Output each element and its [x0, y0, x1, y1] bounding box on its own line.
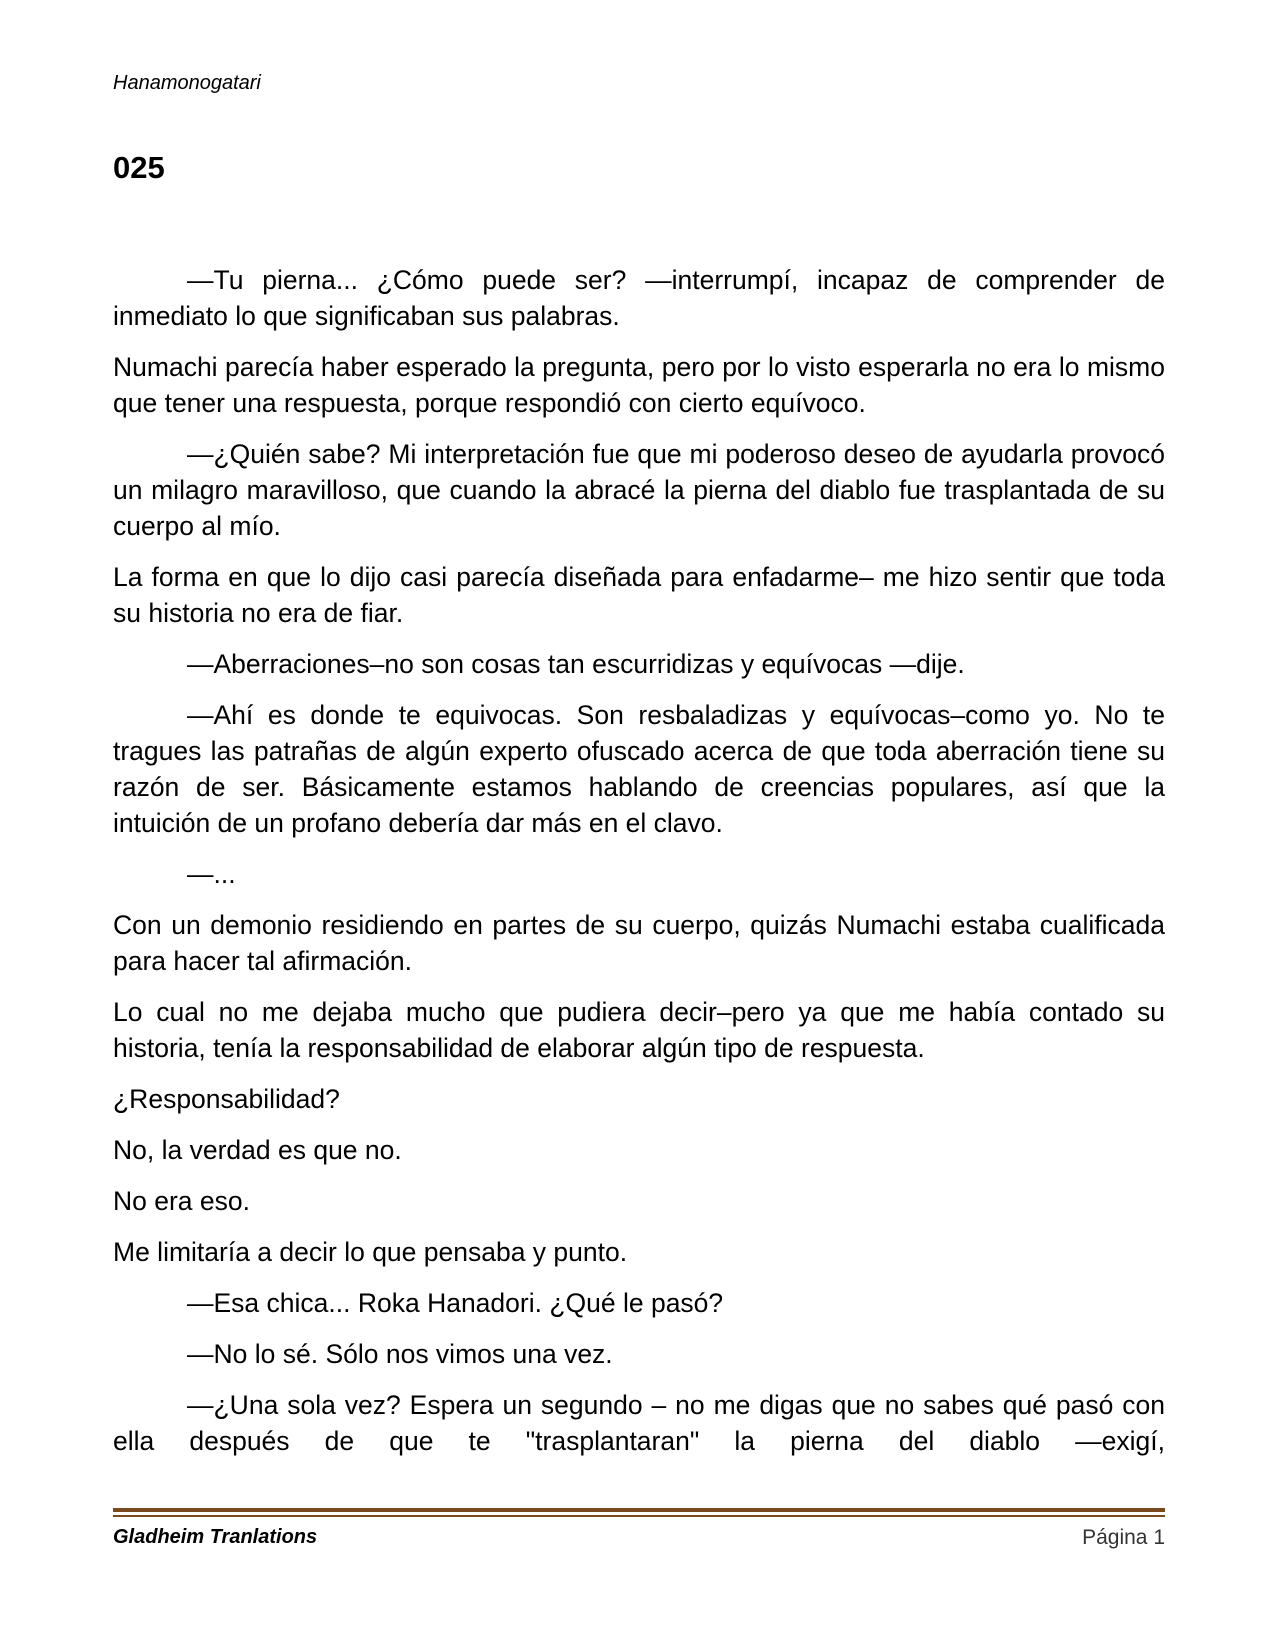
paragraph: —Ahí es donde te equivocas. Son resbaladizas y equívocas–como yo. No te tragues las patrañas de algún experto ofuscado acerca de que toda aberración tiene su razón de ser. Básicamente estamos hablando de creencias populares, así que la intuición de un profano debería dar más en el clavo. [113, 700, 1165, 838]
chapter-number: 025 [113, 150, 165, 185]
paragraph: No era eso. [113, 1186, 250, 1216]
paragraph: Lo cual no me dejaba mucho que pudiera decir–pero ya que me había contado su historia, tenía la responsabilidad de elaborar algún tipo de respuesta. [113, 997, 1165, 1063]
footer-rule [113, 1508, 1165, 1512]
paragraph: Con un demonio residiendo en partes de su cuerpo, quizás Numachi estaba cualificada para hacer tal afirmación. [113, 910, 1165, 976]
paragraph: —No lo sé. Sólo nos vimos una vez. [187, 1339, 613, 1369]
paragraph: —¿Una sola vez? Espera un segundo – no me digas que no sabes qué pasó con ella después de que te "trasplantaran" la pierna del diablo —exigí, [113, 1390, 1165, 1456]
running-header: Hanamonogatari [113, 72, 261, 94]
paragraph: Me limitaría a decir lo que pensaba y punto. [113, 1237, 628, 1267]
paragraph: —Tu pierna... ¿Cómo puede ser? —interrumpí, incapaz de comprender de inmediato lo que significaban sus palabras. [113, 265, 1165, 331]
paragraph: La forma en que lo dijo casi parecía diseñada para enfadarme– me hizo sentir que toda su historia no era de fiar. [113, 562, 1165, 628]
paragraph: —¿Quién sabe? Mi interpretación fue que mi poderoso deseo de ayudarla provocó un milagro maravilloso, que cuando la abracé la pierna del diablo fue trasplantada de su cuerpo al mío. [113, 439, 1165, 541]
paragraph: —Esa chica... Roka Hanadori. ¿Qué le pasó? [187, 1288, 724, 1318]
footer-brand: Gladheim Tranlations [113, 1526, 318, 1548]
paragraph: No, la verdad es que no. [113, 1135, 402, 1165]
body-text [113, 262, 1165, 1474]
paragraph: ¿Responsabilidad? [113, 1084, 340, 1114]
paragraph: —... [187, 859, 236, 889]
footer-rule-thin [113, 1515, 1165, 1517]
page-number: Página 1 [1082, 1526, 1165, 1549]
paragraph: —Aberraciones–no son cosas tan escurridizas y equívocas —dije. [187, 649, 965, 679]
paragraph: Numachi parecía haber esperado la pregunta, pero por lo visto esperarla no era lo mismo que tener una respuesta, porque respondió con cierto equívoco. [113, 352, 1165, 418]
